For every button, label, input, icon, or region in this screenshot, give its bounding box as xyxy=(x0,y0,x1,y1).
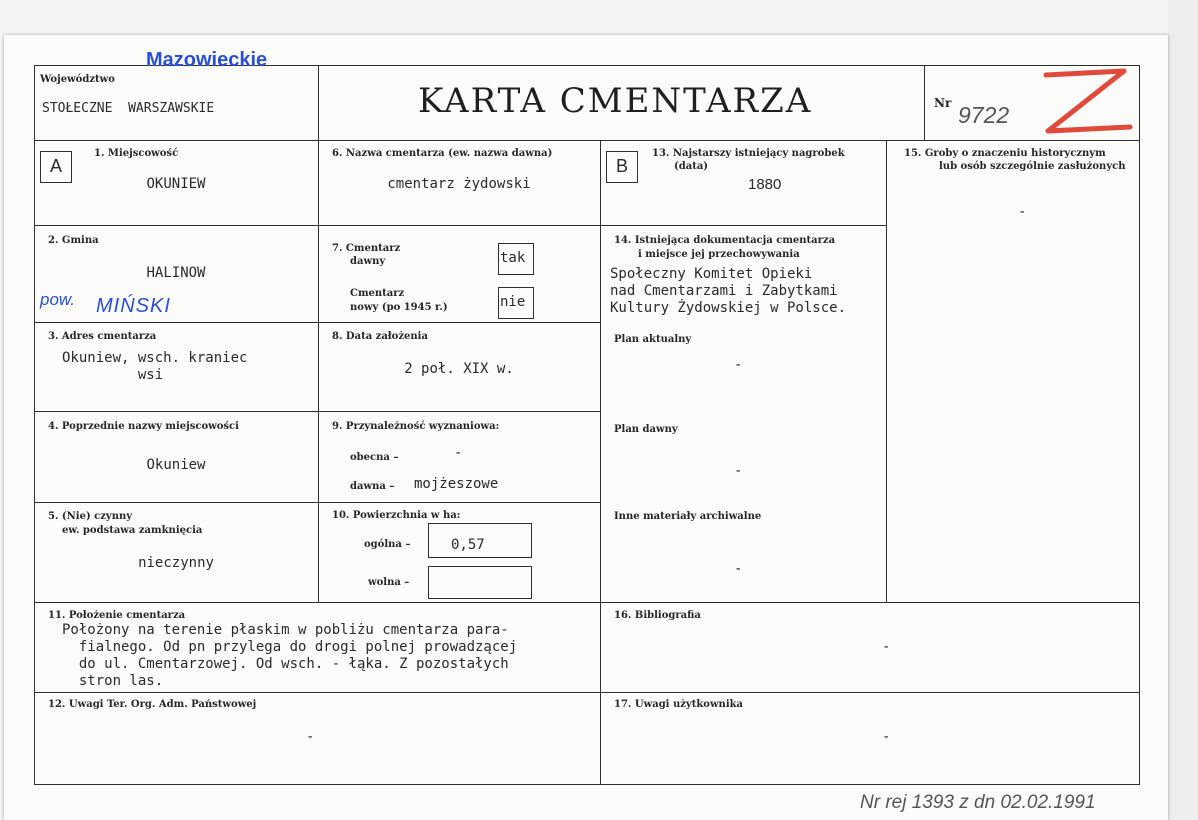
cemetery-card xyxy=(4,35,1168,820)
field-7-label: 7. Cmentarz xyxy=(332,243,401,254)
header-sep-1 xyxy=(318,65,319,140)
field-10-total-value: 0,57 xyxy=(451,537,485,553)
field-10-total-label: ogólna – xyxy=(364,539,411,550)
field-2-label: 2. Gmina xyxy=(48,235,99,246)
field-1-value: OKUNIEW xyxy=(146,176,206,192)
row-b1 xyxy=(318,225,600,226)
nr-value: 9722 xyxy=(958,102,1010,128)
col-sep-2 xyxy=(600,140,601,785)
field-17-value: - xyxy=(882,729,891,745)
field-5-label: 5. (Nie) czynny xyxy=(48,511,133,522)
row-lower-1 xyxy=(34,602,1140,603)
field-4-label: 4. Poprzednie nazwy miejscowości xyxy=(48,421,239,432)
background-edge xyxy=(1168,0,1198,820)
field-12-label: 12. Uwagi Ter. Org. Adm. Państwowej xyxy=(48,699,257,710)
field-3-value: Okuniew, wsch. kraniec wsi xyxy=(62,350,248,383)
field-5-sublabel: ew. podstawa zamknięcia xyxy=(62,525,203,536)
plan-current-value: - xyxy=(734,357,743,373)
field-16-label: 16. Bibliografia xyxy=(614,610,701,621)
field-13-value: 1880 xyxy=(748,176,782,193)
field-6-label: 6. Nazwa cmentarza (ew. nazwa dawna) xyxy=(332,148,553,159)
field-13-label: 13. Najstarszy istniejący nagrobek xyxy=(652,148,845,159)
field-14-sublabel: i miejsce jej przechowywania xyxy=(638,249,800,260)
archives-value: - xyxy=(734,561,743,577)
field-9-current-value: - xyxy=(454,445,463,461)
field-7-old-box xyxy=(498,243,534,275)
row-c1 xyxy=(600,225,886,226)
row-a2 xyxy=(34,322,318,323)
field-7-new-box xyxy=(498,287,534,319)
field-10-free-label: wolna – xyxy=(368,577,410,588)
voivodeship-label: Województwo xyxy=(40,74,115,85)
voivodeship-value: STOŁECZNE WARSZAWSKIE xyxy=(42,101,215,116)
field-6-value: cmentarz żydowski xyxy=(387,176,531,192)
field-15-label: 15. Groby o znaczeniu historycznym xyxy=(904,148,1106,159)
section-b-letter: B xyxy=(615,156,628,176)
field-11-value: Położony na terenie płaskim w pobliżu cmentarza para- fialnego. Od pn przylega do drogi polnej prowadzącej do ul. Cmentarzowej. Od wsch. - łąka. Z pozostałych stron las. xyxy=(62,622,518,689)
field-15-sublabel: lub osób szczególnie zasłużonych xyxy=(939,161,1126,172)
field-1-label: 1. Miejscowość xyxy=(94,148,179,159)
registration-note: Nr rej 1393 z dn 02.02.1991 xyxy=(860,792,1096,813)
border-left xyxy=(34,65,35,785)
field-16-value: - xyxy=(882,639,891,655)
field-12-value: - xyxy=(306,729,315,745)
field-7-old-label: dawny xyxy=(350,256,386,267)
field-8-value: 2 poł. XIX w. xyxy=(404,361,514,377)
field-9-current-label: obecna – xyxy=(350,452,399,463)
red-z-mark xyxy=(1038,67,1136,139)
row-lower-2 xyxy=(34,692,1140,693)
field-7-new-label: Cmentarz xyxy=(350,288,405,299)
col-sep-3 xyxy=(886,140,887,602)
archives-label: Inne materiały archiwalne xyxy=(614,511,762,522)
field-11-label: 11. Położenie cmentarza xyxy=(48,610,186,621)
border-right xyxy=(1139,65,1140,785)
row-b2 xyxy=(318,322,600,323)
field-10-free-box xyxy=(428,566,532,599)
page-title: KARTA CMENTARZA xyxy=(418,81,813,121)
field-14-value: Społeczny Komitet Opieki nad Cmentarzami i Zabytkami Kultury Żydowskiej w Polsce. xyxy=(610,266,847,316)
field-13-sublabel: (data) xyxy=(674,161,709,172)
row-a1 xyxy=(34,225,318,226)
field-5-value: nieczynny xyxy=(138,555,214,571)
plan-former-value: - xyxy=(734,463,743,479)
plan-current-label: Plan aktualny xyxy=(614,334,692,345)
field-14-label: 14. Istniejąca dokumentacja cmentarza xyxy=(614,235,836,246)
field-7-old-value: tak xyxy=(500,250,526,266)
field-15-value: - xyxy=(1018,204,1027,220)
header-sep-2 xyxy=(924,65,925,140)
border-bottom xyxy=(34,784,1140,785)
nr-red-mark xyxy=(1038,67,1136,139)
field-8-label: 8. Data założenia xyxy=(332,331,428,342)
section-b-mark xyxy=(606,151,638,183)
field-9-former-value: mojżeszowe xyxy=(414,476,499,492)
field-9-former-label: dawna – xyxy=(350,481,395,492)
row-b3 xyxy=(318,411,600,412)
field-2-value: HALINOW xyxy=(146,265,206,281)
field-3-label: 3. Adres cmentarza xyxy=(48,331,157,342)
header-divider xyxy=(34,140,1140,141)
nr-label: Nr xyxy=(934,96,952,110)
section-a-letter: A xyxy=(49,156,62,176)
voivodeship-stamp: Mazowieckie xyxy=(146,49,268,71)
row-b4 xyxy=(318,502,600,503)
plan-former-label: Plan dawny xyxy=(614,424,678,435)
field-7-new-sublabel: nowy (po 1945 r.) xyxy=(350,302,448,313)
field-2-note: MIŃSKI xyxy=(96,295,171,317)
row-a4 xyxy=(34,502,318,503)
field-4-value: Okuniew xyxy=(146,457,206,473)
field-9-label: 9. Przynależność wyznaniowa: xyxy=(332,421,500,432)
row-a3 xyxy=(34,411,318,412)
field-10-label: 10. Powierzchnia w ha: xyxy=(332,510,461,521)
field-10-total-box xyxy=(428,523,532,558)
form-grid xyxy=(34,49,1140,785)
field-7-new-value: nie xyxy=(500,294,526,310)
field-2-note-prefix: pow. xyxy=(40,290,75,309)
field-17-label: 17. Uwagi użytkownika xyxy=(614,699,744,710)
